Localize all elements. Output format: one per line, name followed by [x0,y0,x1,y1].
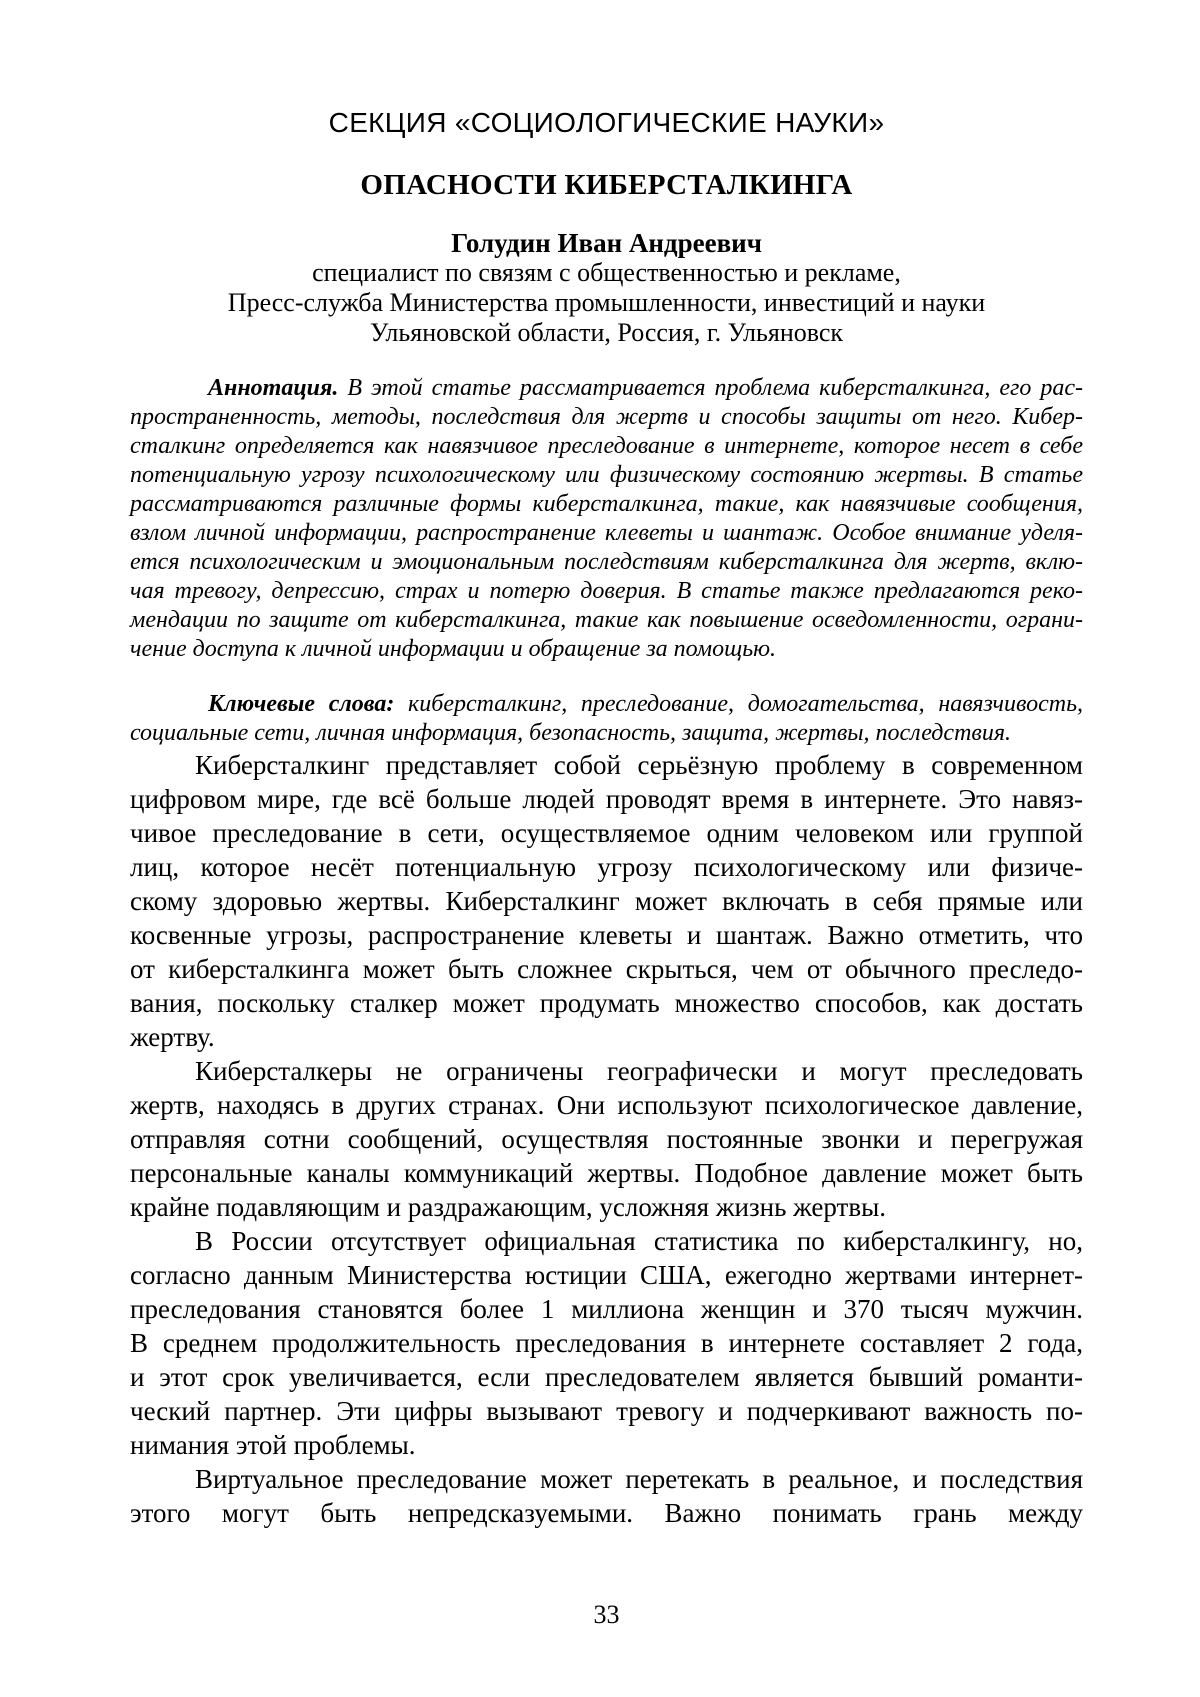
author-name: Голудин Иван Андреевич [451,228,762,258]
abstract-first-line [130,374,1083,403]
text-line: чивое преследование в сети, осуществляемое одним человеком или группой [130,818,1083,848]
text-line: преследования становятся более 1 миллиона женщин и 370 тысяч мужчин. [130,1294,1083,1324]
abstract-label: Аннотация. [208,375,339,401]
text-line: нимания этой проблемы. [130,1430,416,1460]
abstract-first-line-text: В этой статье рассматривается проблема киберсталкинга, его рас- [347,375,1084,401]
text-line: от киберсталкинга может быть сложнее скрыться, чем от обычного преследо- [130,954,1083,984]
keywords-first-line [130,690,1083,719]
affiliation-line: Пресс-служба Министерства промышленности, инвестиций и науки [227,288,986,317]
abstract-line: потенциальную угрозу психологическому или физическому состоянию жертвы. В статье [130,462,1083,488]
keywords-line: социальные сети, личная информация, безопасность, защита, жертвы, последствия. [130,720,1011,746]
affiliation-line: специалист по связям с общественностью и рекламе, [312,258,901,287]
keywords-label: Ключевые слова: [208,691,395,717]
abstract-line: мендации по защите от киберсталкинга, такие как повышение осведомленности, ограни- [130,607,1083,633]
abstract-line: сталкинг определяется как навязчивое преследование в интернете, которое несет в себе [130,433,1083,459]
body-paragraph [130,1462,1083,1530]
body-paragraph [130,1054,1083,1224]
text-line: цифровом мире, где всё больше людей проводят время в интернете. Это навяз- [130,784,1083,814]
article-title: ОПАСНОСТИ КИБЕРСТАЛКИНГА [360,169,853,201]
page-number: 33 [593,1600,620,1629]
keywords-lines [130,719,1083,748]
abstract-line: чение доступа к личной информации и обращение за помощью. [130,636,777,662]
text-line: косвенные угрозы, распространение клеветы и шантаж. Важно отметить, что [130,920,1083,950]
text-line: В среднем продолжительность преследования в интернете составляет 2 года, [130,1328,1083,1358]
text-line: Виртуальное преследование может перетекать в реальное, и последствия [195,1464,1083,1494]
abstract-line: взлом личной информации, распространение клеветы и шантаж. Особое внимание уделя- [130,520,1083,546]
text-line: персональные каналы коммуникаций жертвы. Подобное давление может быть [130,1158,1083,1188]
text-line: скому здоровью жертвы. Киберсталкинг может включать в себя прямые или [130,886,1083,916]
text-line: ческий партнер. Эти цифры вызывают тревогу и подчеркивают важность по- [130,1396,1083,1426]
abstract-line: рассматриваются различные формы киберсталкинга, такие, как навязчивые сообщения, [130,491,1083,517]
body-paragraph [130,748,1083,1054]
keywords-section [130,690,1083,748]
section-header: СЕКЦИЯ «СОЦИОЛОГИЧЕСКИЕ НАУКИ» [328,107,885,138]
text-line: Киберсталкеры не ограничены географически и могут преследовать [195,1056,1083,1086]
text-line: этого могут быть непредсказуемыми. Важно понимать грань между [130,1498,1083,1528]
affiliation-line: Ульяновской области, Россия, г. Ульяновск [369,318,844,347]
body-paragraphs [130,748,1083,1530]
abstract-lines [130,403,1083,664]
author-affiliation [130,258,1083,348]
keywords-first-line-text: киберсталкинг, преследование, домогательства, навязчивость, [408,691,1084,717]
text-line: и этот срок увеличивается, если преследователем является бывший романти- [130,1362,1083,1392]
abstract-line: чая тревогу, депрессию, страх и потерю доверия. В статье также предлагаются реко- [130,578,1083,604]
text-line: жертву. [130,1022,215,1052]
abstract-line: пространенность, методы, последствия для жертв и способы защиты от него. Кибер- [130,404,1083,430]
text-line: лиц, которое несёт потенциальную угрозу психологическому или физиче- [130,852,1083,882]
text-line: жертв, находясь в других странах. Они используют психологическое давление, [130,1090,1083,1120]
text-line: Киберсталкинг представляет собой серьёзную проблему в современном [195,750,1083,780]
abstract-section [130,374,1083,664]
body-paragraph [130,1224,1083,1462]
text-line: В России отсутствует официальная статистика по киберсталкингу, но, [195,1226,1083,1256]
text-line: согласно данным Министерства юстиции США, ежегодно жертвами интернет- [130,1260,1083,1290]
text-line: крайне подавляющим и раздражающим, усложняя жизнь жертвы. [130,1192,886,1222]
text-line: отправляя сотни сообщений, осуществляя постоянные звонки и перегружая [130,1124,1083,1154]
abstract-line: ется психологическим и эмоциональным последствиям киберсталкинга для жертв, вклю- [130,549,1083,575]
text-line: вания, поскольку сталкер может продумать множество способов, как достать [130,988,1083,1018]
